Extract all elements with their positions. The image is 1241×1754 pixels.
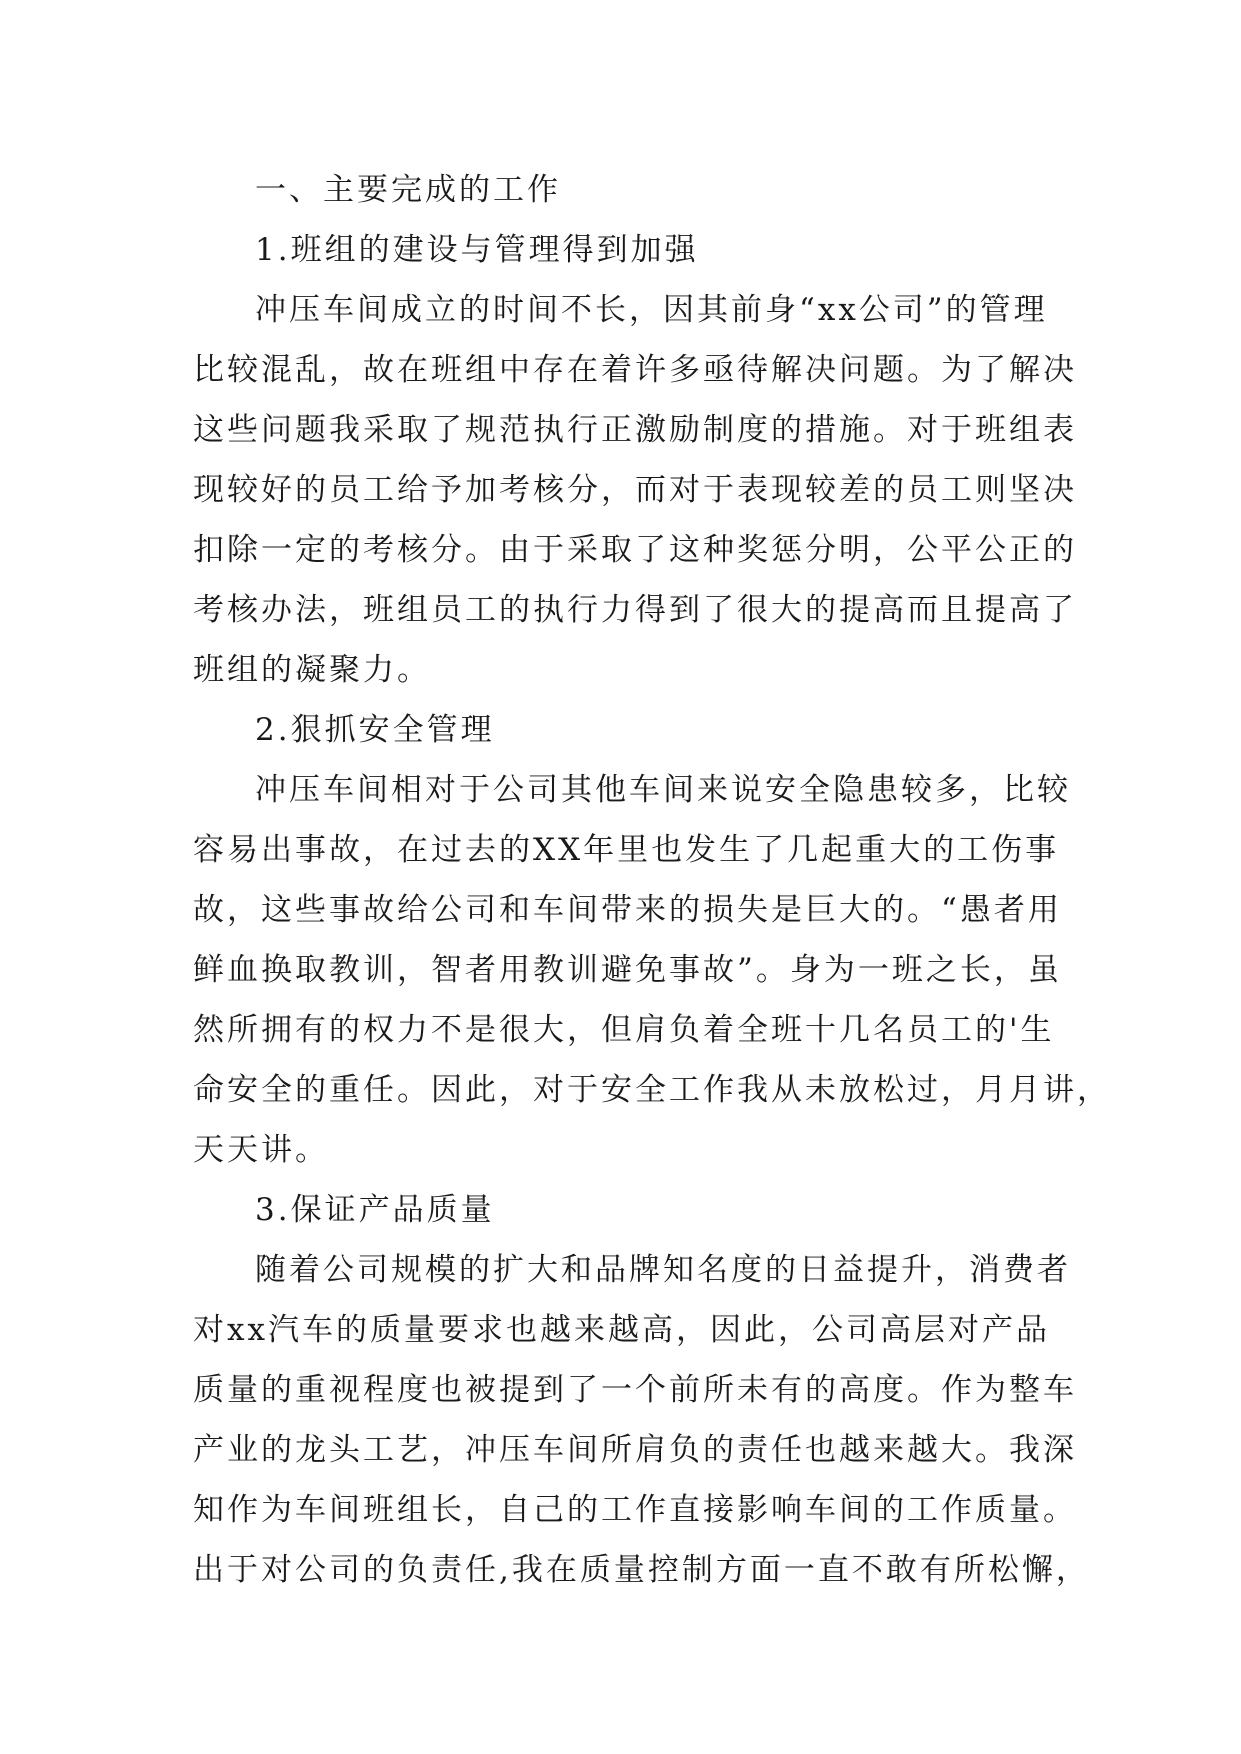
paragraph-line: 出于对公司的负责任,我在质量控制方面一直不敢有所松懈， (193, 1552, 1090, 1588)
paragraph-line: 扣除一定的考核分。由于采取了这种奖惩分明，公平公正的 (193, 532, 1077, 568)
paragraph-line: 命安全的重任。因此，对于安全工作我从未放松过，月月讲， (193, 1072, 1111, 1108)
paragraph-line: 随着公司规模的扩大和品牌知名度的日益提升，消费者 (255, 1252, 1071, 1288)
paragraph-line: 比较混乱，故在班组中存在着许多亟待解决问题。为了解决 (193, 352, 1077, 388)
paragraph-line: 故，这些事故给公司和车间带来的损失是巨大的。“愚者用 (193, 892, 1062, 928)
paragraph-line: 产业的龙头工艺，冲压车间所肩负的责任也越来越大。我深 (193, 1432, 1077, 1468)
paragraph-line: 然所拥有的权力不是很大，但肩负着全班十几名员工的'生 (193, 1012, 1055, 1048)
paragraph-line: 冲压车间相对于公司其他车间来说安全隐患较多，比较 (255, 772, 1071, 808)
subsection-heading-3: 3.保证产品质量 (255, 1192, 495, 1228)
paragraph-line: 现较好的员工给予加考核分，而对于表现较差的员工则坚决 (193, 472, 1077, 508)
paragraph-line: 鲜血换取教训，智者用教训避免事故”。身为一班之长，虽 (193, 952, 1062, 988)
document-body (193, 160, 1111, 1600)
paragraph-line: 考核办法，班组员工的执行力得到了很大的提高而且提高了 (193, 592, 1077, 628)
paragraph-line: 质量的重视程度也被提到了一个前所未有的高度。作为整车 (193, 1372, 1077, 1408)
paragraph-line: 对xx汽车的质量要求也越来越高，因此，公司高层对产品 (193, 1312, 1050, 1348)
section-heading: 一、主要完成的工作 (255, 172, 561, 208)
paragraph-line: 容易出事故，在过去的XX年里也发生了几起重大的工伤事 (193, 832, 1060, 868)
paragraph-line: 天天讲。 (193, 1132, 329, 1168)
subsection-heading-2: 2.狠抓安全管理 (255, 712, 495, 748)
subsection-heading-1: 1.班组的建设与管理得到加强 (255, 232, 699, 268)
paragraph-line: 知作为车间班组长，自己的工作直接影响车间的工作质量。 (193, 1492, 1077, 1528)
paragraph-line: 这些问题我采取了规范执行正激励制度的措施。对于班组表 (193, 412, 1077, 448)
paragraph-line: 班组的凝聚力。 (193, 652, 431, 688)
paragraph-line: 冲压车间成立的时间不长，因其前身“xx公司”的管理 (255, 292, 1048, 328)
